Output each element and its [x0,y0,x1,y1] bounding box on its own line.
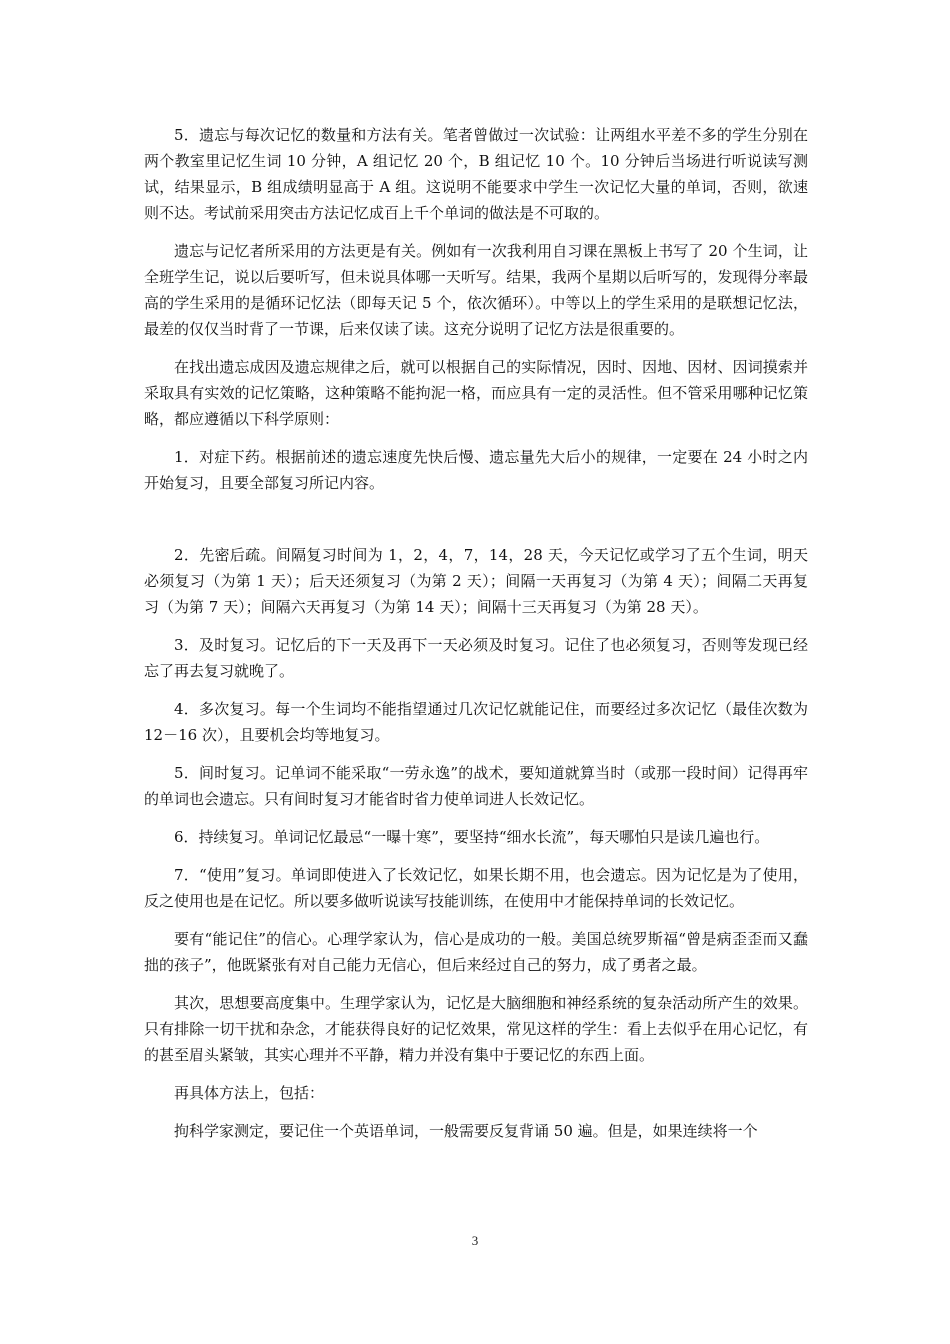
paragraph: 在找出遗忘成因及遗忘规律之后，就可以根据自己的实际情况，因时、因地、因材、因词摸索并采取具有实效的记忆策略，这种策略不能拘泥一格，而应具有一定的灵活性。但不管采用哪种记忆策略，都应遵循以下科学原则： [144,358,808,428]
blank-gap [144,508,808,542]
paragraph: 2．先密后疏。间隔复习时间为 1，2，4，7，14，28 天，今天记忆或学习了五个生词，明天必须复习（为第 1 天）；后天还须复习（为第 2 天）；间隔一天再复习（为第 4 天）；间隔二天再复习（为第 7 天）；间隔六天再复习（为第 14 天）；间隔十三天再复习（为第 28 天）。 [144,546,808,616]
paragraph: 6．持续复习。单词记忆最忌“一曝十寒”，要坚持“细水长流”，每天哪怕只是读几遍也行。 [174,828,770,846]
paragraph: 5．遗忘与每次记忆的数量和方法有关。笔者曾做过一次试验：让两组水平差不多的学生分别在两个教室里记忆生词 10 分钟，A 组记忆 20 个，B 组记忆 10 个。10 分钟后当场进行听说读写测试，结果显示，B 组成绩明显高于 A 组。这说明不能要求中学生一次记忆大量的单词，否则，欲速则不达。考试前采用突击方法记忆成百上千个单词的做法是不可取的。 [144,126,808,222]
paragraph: 1．对症下药。根据前述的遗忘速度先快后慢、遗忘量先大后小的规律，一定要在 24 小时之内开始复习，且要全部复习所记内容。 [144,448,808,492]
paragraph: 再具体方法上，包括： [174,1084,325,1102]
paragraph: 5．间时复习。记单词不能采取“一劳永逸”的战术，要知道就算当时（或那一段时间）记得再牢的单词也会遗忘。只有间时复习才能省时省力使单词进人长效记忆。 [144,764,808,808]
paragraph: 7．“使用”复习。单词即使进入了长效记忆，如果长期不用，也会遗忘。因为记忆是为了使用，反之使用也是在记忆。所以要多做听说读写技能训练，在使用中才能保持单词的长效记忆。 [144,866,808,910]
page-number: 3 [471,1233,479,1248]
paragraph: 遗忘与记忆者所采用的方法更是有关。例如有一次我利用自习课在黑板上书写了 20 个生词，让全班学生记，说以后要听写，但未说具体哪一天听写。结果，我两个星期以后听写的，发现得分率最高的学生采用的是循环记忆法（即每天记 5 个，依次循环）。中等以上的学生采用的是联想记忆法，最差的仅仅当时背了一节课，后来仅读了读。这充分说明了记忆方法是很重要的。 [144,242,808,338]
paragraph: 4．多次复习。每一个生词均不能指望通过几次记忆就能记住，而要经过多次记忆（最佳次数为 12－16 次），且要机会均等地复习。 [144,700,808,744]
paragraph: 其次，思想要高度集中。生理学家认为，记忆是大脑细胞和神经系统的复杂活动所产生的效果。只有排除一切干扰和杂念，才能获得良好的记忆效果，常见这样的学生：看上去似乎在用心记忆，有的甚至眉头紧皱，其实心理并不平静，精力并没有集中于要记忆的东西上面。 [144,994,808,1064]
document-body [144,122,808,1156]
paragraph: 拘科学家测定，要记住一个英语单词，一般需要反复背诵 50 遍。但是，如果连续将一个 [174,1122,758,1140]
paragraph: 要有“能记住”的信心。心理学家认为，信心是成功的一般。美国总统罗斯福“曾是病歪歪而又蠢拙的孩子”，他既紧张有对自己能力无信心，但后来经过自己的努力，成了勇者之最。 [144,930,808,974]
paragraph: 3．及时复习。记忆后的下一天及再下一天必须及时复习。记住了也必须复习，否则等发现已经忘了再去复习就晚了。 [144,636,808,680]
